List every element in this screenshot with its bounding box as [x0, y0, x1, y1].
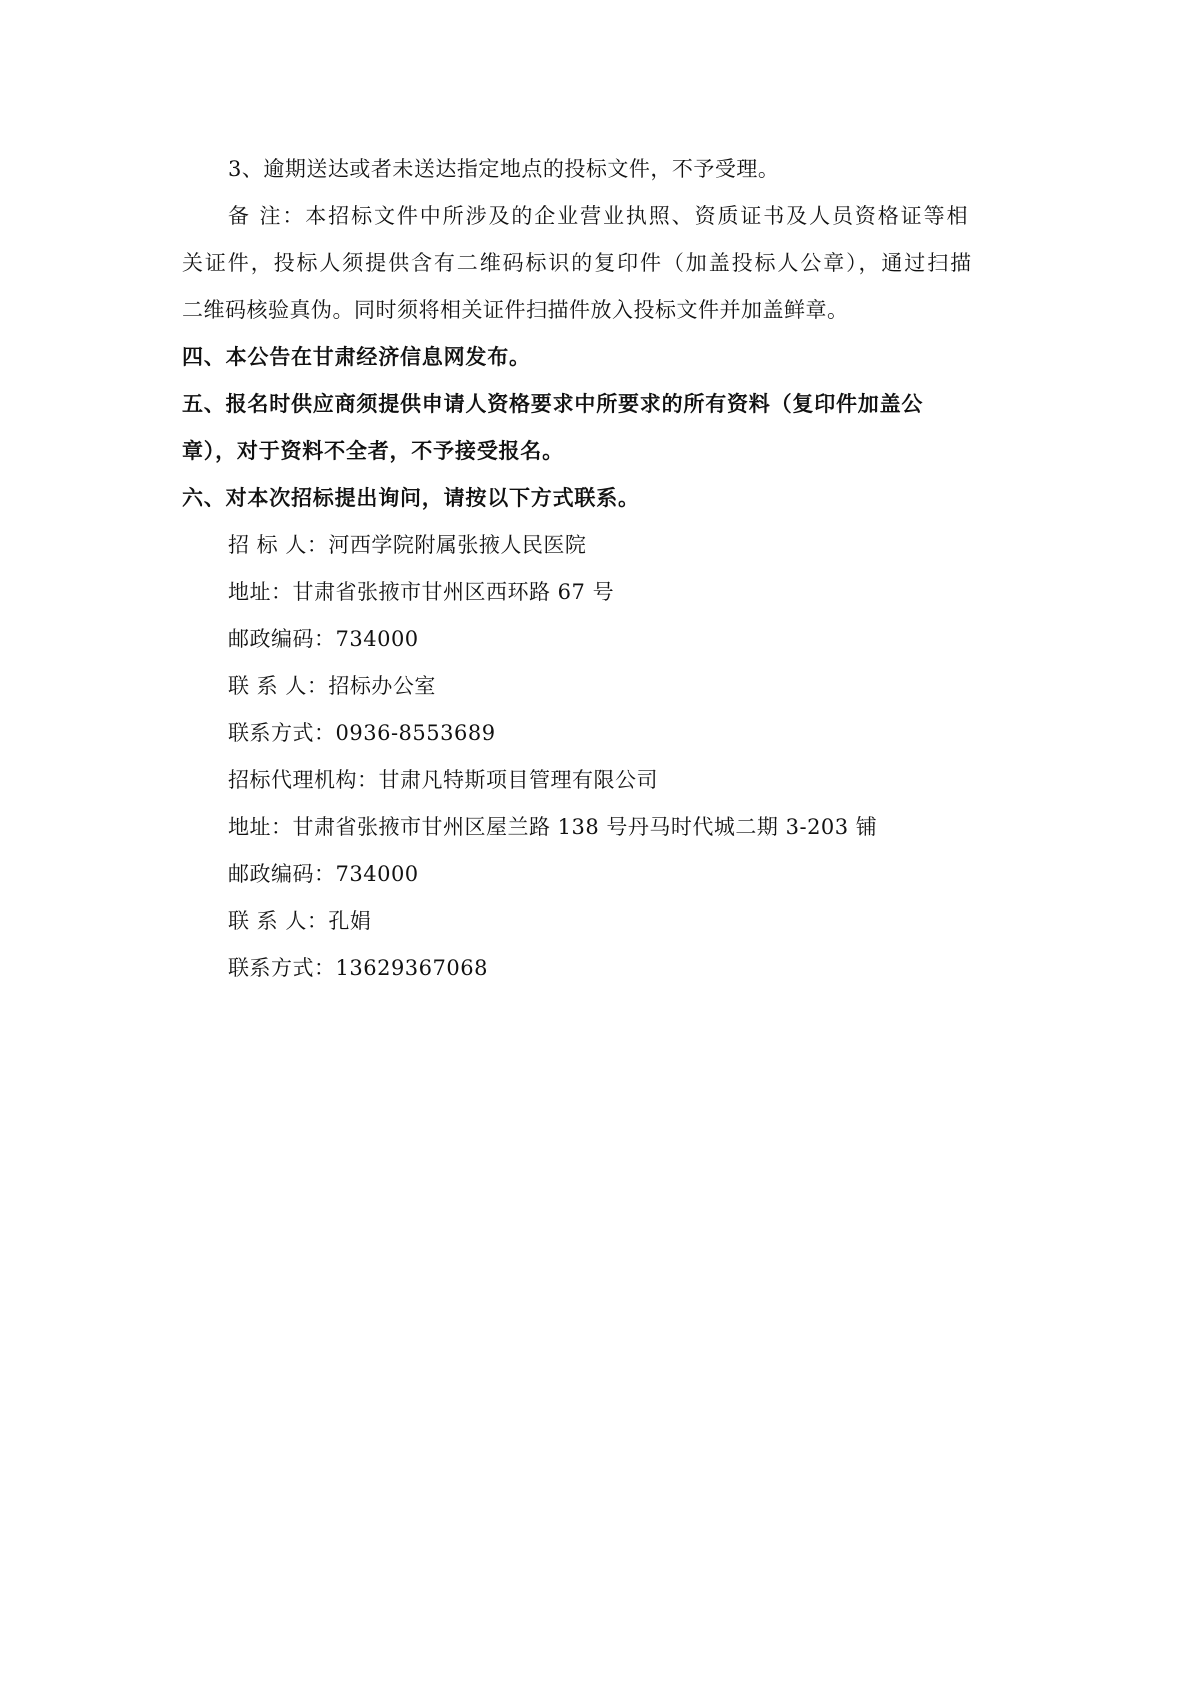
agency-contact: 联 系 人：孔娟 [228, 909, 372, 933]
item-3-paragraph: 3、逾期送达或者未送达指定地点的投标文件，不予受理。 [228, 157, 780, 181]
tenderer-phone: 联系方式：0936-8553689 [228, 721, 496, 745]
document-body [182, 146, 1022, 992]
agency-name: 招标代理机构：甘肃凡特斯项目管理有限公司 [228, 768, 658, 792]
section-5-heading-line-2: 章），对于资料不全者，不予接受报名。 [182, 439, 564, 463]
tenderer-address: 地址：甘肃省张掖市甘州区西环路 67 号 [228, 580, 615, 604]
tenderer-postcode: 邮政编码：734000 [228, 627, 419, 651]
tenderer-name: 招 标 人：河西学院附属张掖人民医院 [228, 533, 587, 557]
agency-address: 地址：甘肃省张掖市甘州区屋兰路 138 号丹马时代城二期 3-203 铺 [228, 815, 878, 839]
section-6-heading: 六、对本次招标提出询问，请按以下方式联系。 [182, 486, 640, 510]
section-4-heading: 四、本公告在甘肃经济信息网发布。 [182, 345, 531, 369]
note-paragraph-line-1: 备 注：本招标文件中所涉及的企业营业执照、资质证书及人员资格证等相 [228, 204, 970, 228]
agency-phone: 联系方式：13629367068 [228, 956, 488, 980]
note-paragraph-line-3: 二维码核验真伪。同时须将相关证件扫描件放入投标文件并加盖鲜章。 [182, 298, 849, 322]
section-5-heading-line-1: 五、报名时供应商须提供申请人资格要求中所要求的所有资料（复印件加盖公 [182, 392, 924, 416]
agency-postcode: 邮政编码：734000 [228, 862, 419, 886]
note-paragraph-line-2: 关证件，投标人须提供含有二维码标识的复印件（加盖投标人公章），通过扫描 [182, 251, 973, 275]
tenderer-contact: 联 系 人：招标办公室 [228, 674, 436, 698]
